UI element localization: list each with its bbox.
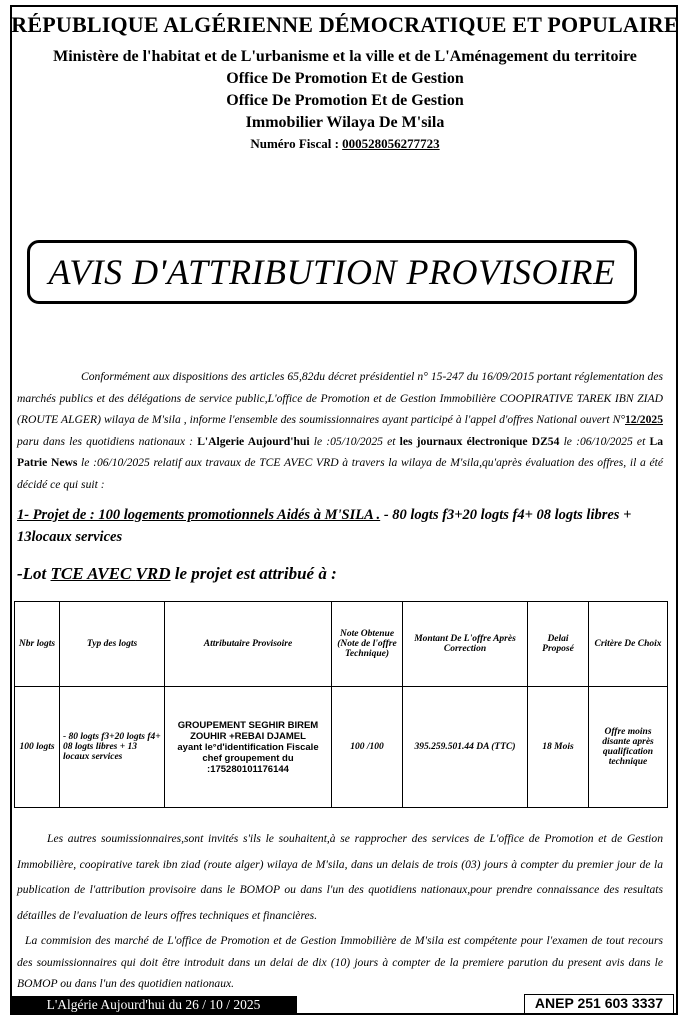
republic-heading: RÉPUBLIQUE ALGÉRIENNE DÉMOCRATIQUE ET POPULAIRE — [11, 12, 679, 37]
fiscal-number-line — [10, 136, 680, 152]
table-header-row — [15, 602, 668, 687]
intro-text-2: paru dans les quotidiens nationaux : — [17, 434, 198, 448]
publication-1: L'Algerie Aujourd'hui — [197, 434, 310, 448]
intro-text-3: le :05/10/2025 et — [309, 434, 400, 448]
project-details: - 80 logts f3+20 logts f4+ 08 logts libres + 13locaux services — [17, 507, 632, 545]
cell-note: 100 /100 — [332, 687, 403, 808]
th-montant: Montant De L'offre Après Correction — [403, 602, 528, 687]
lot-tce: TCE AVEC — [50, 564, 136, 583]
cell-delai: 18 Mois — [528, 687, 589, 808]
cell-montant: 395.259.501.44 DA (TTC) — [403, 687, 528, 808]
th-critere: Critère De Choix — [589, 602, 668, 687]
project-line — [17, 504, 663, 548]
lot-prefix: -Lot — [17, 564, 51, 583]
lot-suffix: le projet est attribué à : — [170, 564, 337, 583]
cell-typ: - 80 logts f3+20 logts f4+ 08 logts libres + 13 locaux services — [60, 687, 165, 808]
th-delai: Delai Proposé — [528, 602, 589, 687]
th-note: Note Obtenue (Note de l'offre Technique) — [332, 602, 403, 687]
notice-title-box — [27, 240, 637, 304]
intro-text-5: le :06/10/2025 relatif aux travaux de TCE AVEC VRD à travers la wilaya de M'sila,qu'après évaluation des offres, il a été décidé ce qui suit : — [17, 456, 663, 491]
office-line-1: Office De Promotion Et de Gestion — [226, 70, 464, 87]
th-typ: Typ des logts — [60, 602, 165, 687]
table-row — [15, 687, 668, 808]
lot-vrd: VRD — [135, 564, 171, 583]
lot-line — [17, 564, 337, 584]
cell-nbr: 100 logts — [15, 687, 60, 808]
publication-footer: L'Algérie Aujourd'hui du 26 / 10 / 2025 — [10, 996, 297, 1014]
project-title: 1- Projet de : 100 logements promotionnels Aidés à M'SILA . — [17, 507, 381, 523]
intro-text-1: Conformément aux dispositions des articles 65,82du décret présidentiel n° 15-247 du 16/09/2015 portant réglementation des marchés publics et des délégations de service public,L'office de Promotion et de Gestion Immobilière COOPIRATIVE TAREK IBN ZIAD (ROUTE ALGER) wilaya de M'sila , informe l'ensemble des soumissionnaires ayant participé à l'appel d'offres National ouvert N° — [17, 370, 663, 426]
th-attrib: Attributaire Provisoire — [165, 602, 332, 687]
invitation-paragraph: Les autres soumissionnaires,sont invités s'ils le souhaitent,à se rapprocher des services de L'office de Promotion et de Gestion Immobilière, coopirative tarek ibn ziad (route alger) wilaya de M'sila, dans un delais de trois (03) jours à compter du premier jour de la publication de l'attribution provisoire dans le BOMOP ou dans l'un des quotidiens nationaux,pour prendre connaissance des resultats détailles de l'evaluation de leurs offres techniques et financières. — [17, 832, 663, 922]
fiscal-number: 000528056277723 — [342, 136, 440, 151]
publication-2: les journaux électronique DZ54 — [399, 434, 560, 448]
attributee-id: ayant le°d'identification Fiscale chef groupement du :175280101176144 — [177, 741, 319, 775]
cell-attrib — [165, 687, 332, 808]
intro-text-4: le :06/10/2025 et — [559, 434, 650, 448]
publication-3: La Patrie News — [17, 434, 663, 469]
th-nbr: Nbr logts — [15, 602, 60, 687]
attribution-table — [14, 601, 668, 808]
appeal-paragraph: La commision des marché de L'office de Promotion et de Gestion Immobilière de M'sila est compétente pour l'examen de tout recours des soumissionnaires qui doit être introduit dans un delai de dix (10) jours à compter de la premiere parution du present avis dans le BOMOP ou dans l'un des quotidien nationaux. — [17, 934, 663, 990]
office-line-2: Office De Promotion Et de Gestion — [226, 92, 464, 109]
ministry-line: Ministère de l'habitat et de L'urbanisme et la ville et de L'Aménagement du territoire — [53, 48, 637, 65]
anep-reference: ANEP 251 603 3337 — [524, 994, 674, 1014]
cell-critere: Offre moins disante après qualification technique — [589, 687, 668, 808]
office-line-3: Immobilier Wilaya De M'sila — [245, 114, 445, 131]
tender-number: 12/2025 — [624, 413, 663, 426]
intro-paragraph — [17, 366, 663, 495]
attributee-name: GROUPEMENT SEGHIR BIREM ZOUHIR +REBAI DJAMEL — [177, 719, 319, 742]
fiscal-label: Numéro Fiscal : — [250, 136, 339, 151]
notice-title: AVIS D'ATTRIBUTION PROVISOIRE — [48, 252, 616, 292]
